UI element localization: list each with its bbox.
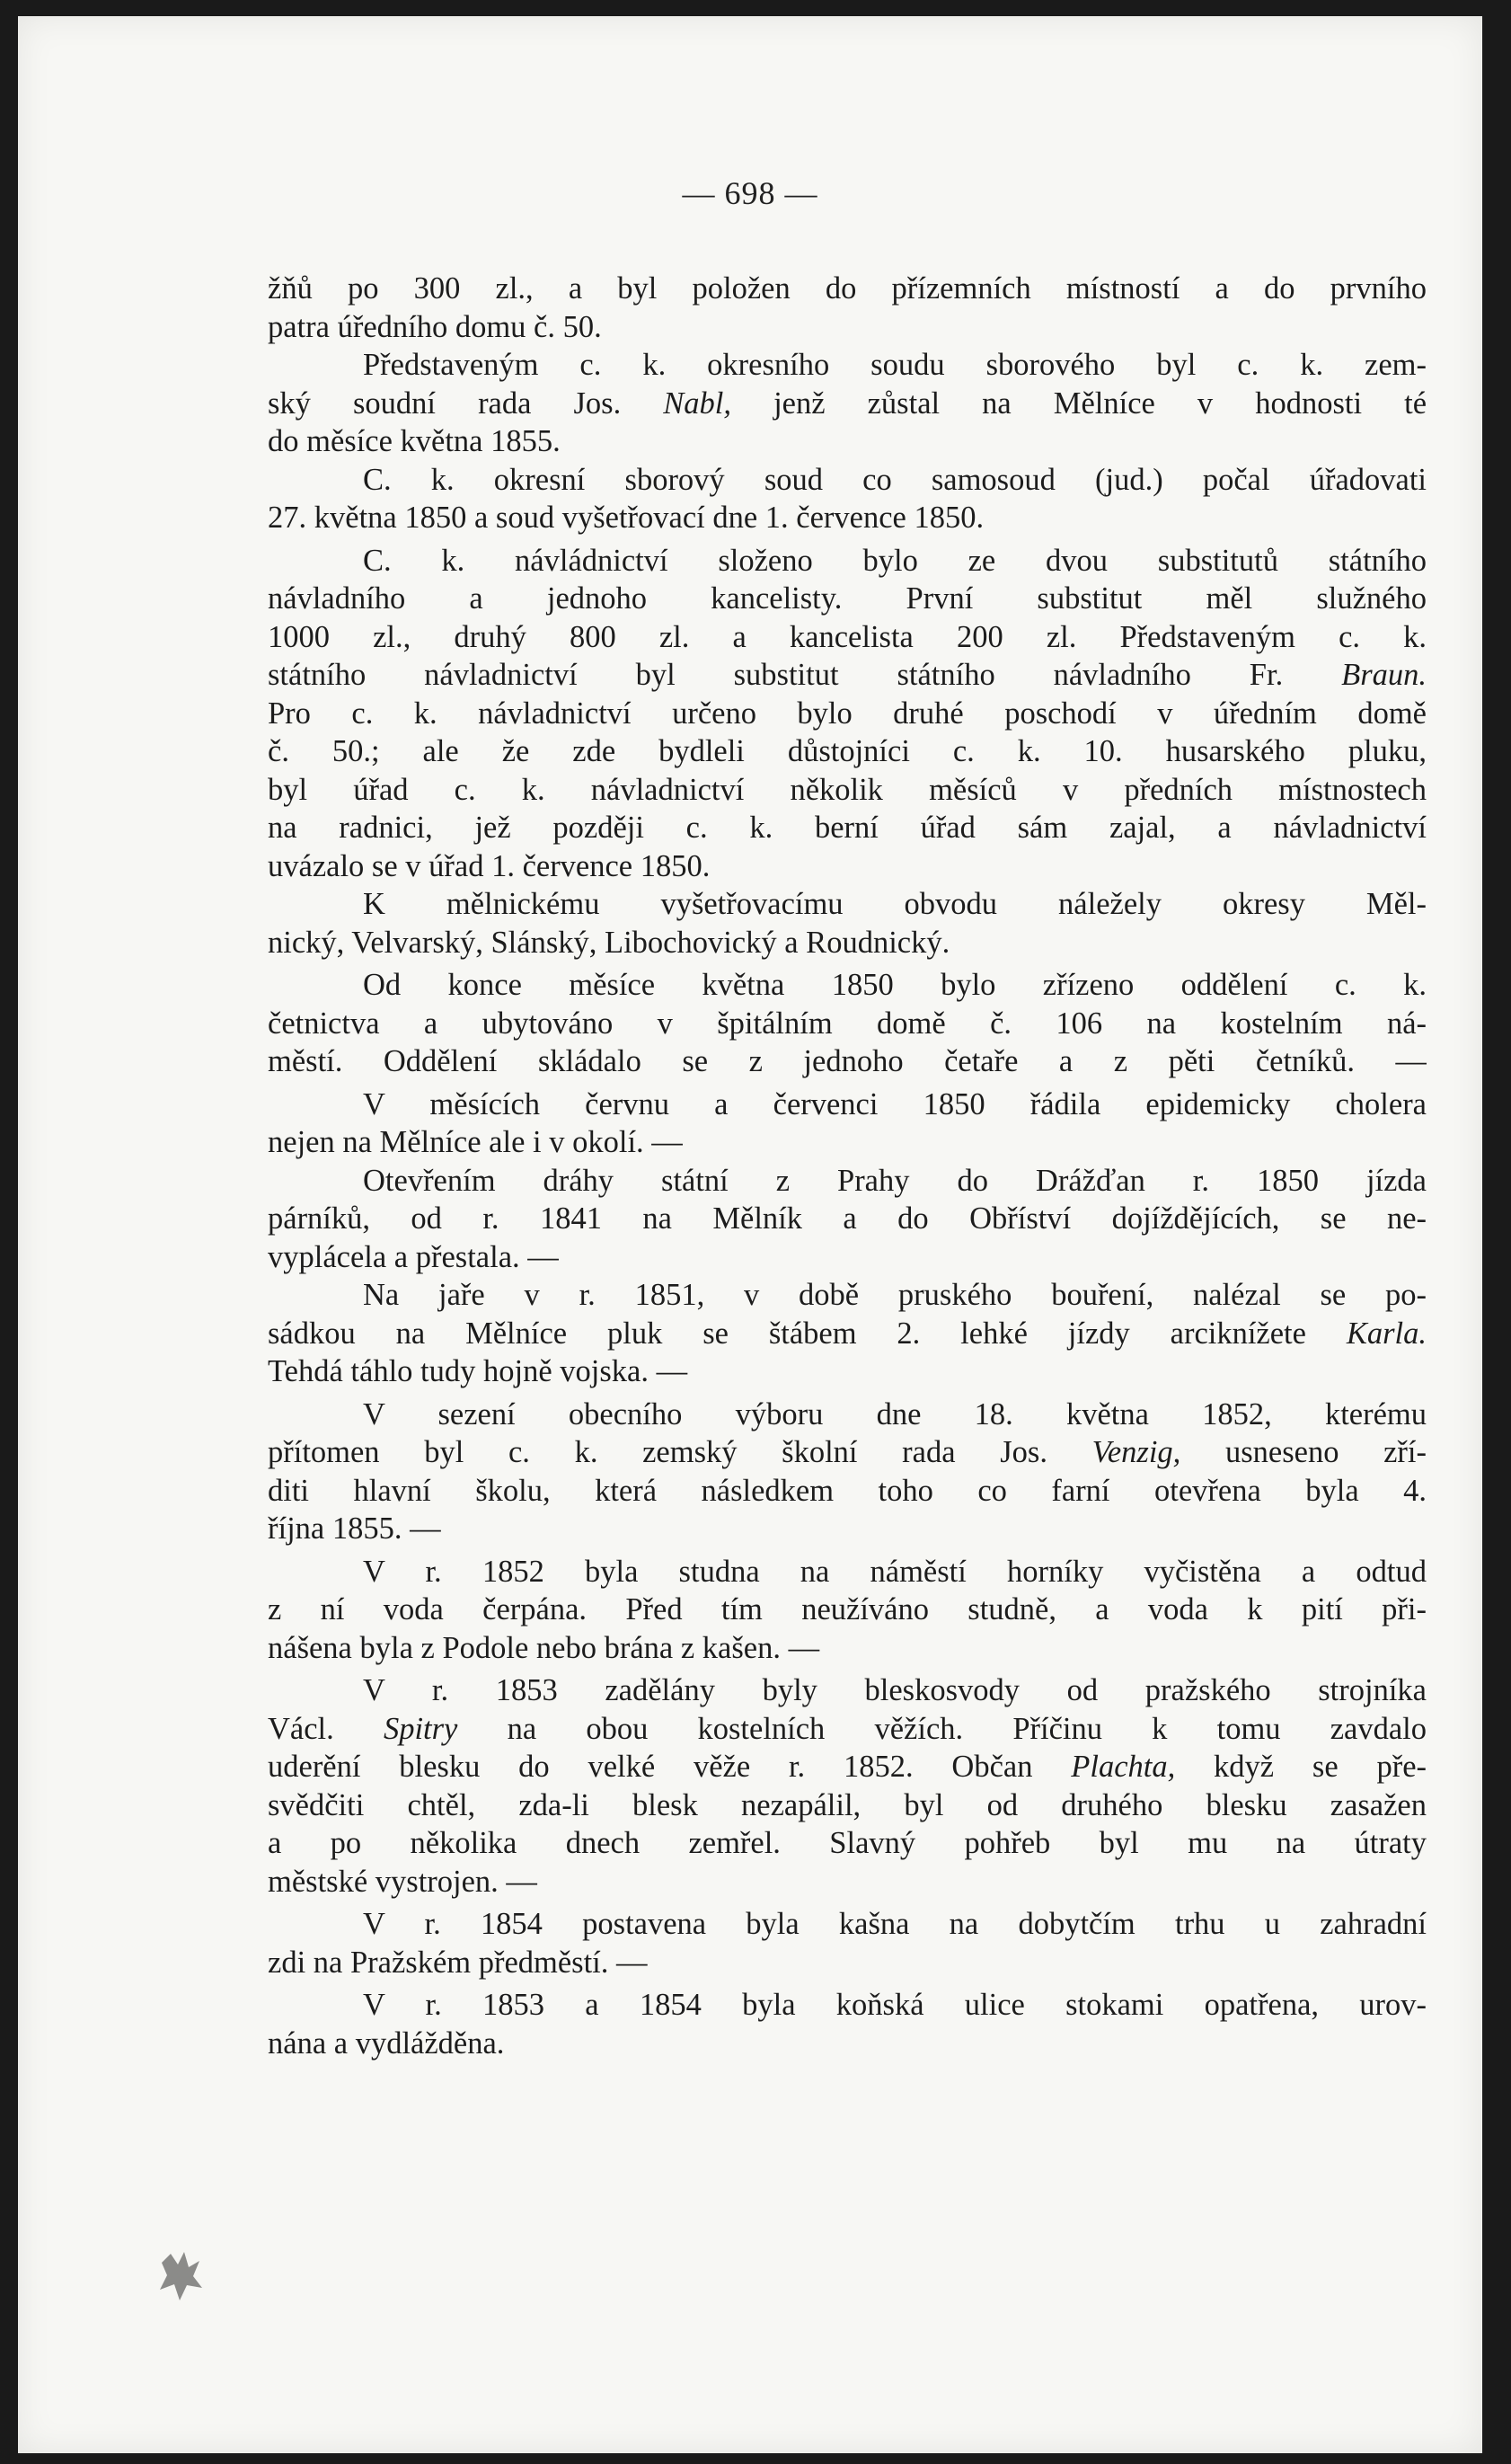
- italic-name: Nabl,: [663, 386, 732, 421]
- text-line: nášena byla z Podole nebo brána z kašen. —: [268, 1630, 820, 1665]
- text-fragment: usneseno zří-: [1180, 1435, 1427, 1469]
- text-line: byl úřad c. k. návladnictví několik měsíců v předních místnostech: [268, 772, 1427, 807]
- text-fragment: když se pře-: [1175, 1750, 1427, 1784]
- text-line: Na jaře v r. 1851, v době pruského bouření, nalézal se po-: [363, 1278, 1427, 1312]
- text-line: návladního a jednoho kancelisty. První substitut měl služného: [268, 581, 1427, 616]
- text-line: [268, 385, 1427, 423]
- text-line: patra úředního domu č. 50.: [268, 309, 602, 344]
- text-line: C. k. návládnictví složeno bylo ze dvou substitutů státního: [363, 543, 1427, 578]
- text-line: č. 50.; ale že zde bydleli důstojníci c. k. 10. husarského pluku,: [268, 734, 1427, 768]
- text-line: 27. května 1850 a soud vyšetřovací dne 1. července 1850.: [268, 501, 985, 535]
- text-line: a po několika dnech zemřel. Slavný pohřeb byl mu na útraty: [268, 1826, 1427, 1860]
- italic-name: Karla.: [1346, 1316, 1427, 1351]
- text-line: Pro c. k. návladnictví určeno bylo druhé poschodí v úředním domě: [268, 696, 1427, 731]
- text-line: K mělnickému vyšetřovacímu obvodu náležely okresy Měl-: [363, 887, 1427, 921]
- text-line: městské vystrojen. —: [268, 1864, 537, 1899]
- text-line: Představeným c. k. okresního soudu sborového byl c. k. zem-: [363, 348, 1427, 382]
- scan-smudge-mark: [153, 2245, 207, 2308]
- text-fragment: uderění blesku do velké věže r. 1852. Občan: [268, 1750, 1072, 1784]
- text-line: V sezení obecního výboru dne 18. května 1852, kterému: [363, 1396, 1427, 1431]
- text-line: [268, 656, 1427, 695]
- text-line: Tehdá táhlo tudy hojně vojska. —: [268, 1354, 688, 1388]
- text-fragment: na obou kostelních věžích. Příčinu k tomu zavdalo: [457, 1711, 1427, 1746]
- text-fragment: státního návladnictví byl substitut státního návladního Fr.: [268, 658, 1342, 692]
- text-line: uvázalo se v úřad 1. července 1850.: [268, 848, 711, 883]
- text-line: vyplácela a přestala. —: [268, 1239, 559, 1274]
- text-fragment: jenž zůstal na Mělníce v hodnosti té: [731, 386, 1427, 421]
- text-line: V r. 1853 zadělány byly bleskosvody od pražského strojníka: [363, 1673, 1427, 1707]
- text-line: [268, 1315, 1427, 1353]
- text-line: V r. 1854 postavena byla kašna na dobytčím trhu u zahradní: [363, 1907, 1427, 1941]
- text-line: žňů po 300 zl., a byl položen do přízemních místností a do prvního: [268, 271, 1427, 306]
- text-fragment: sádkou na Mělníce pluk se štábem 2. lehké jízdy arciknížete: [268, 1316, 1347, 1351]
- body-text: [268, 270, 1427, 2062]
- text-line: V měsících červnu a červenci 1850 řádila epidemicky cholera: [363, 1086, 1427, 1121]
- italic-name: Plachta,: [1071, 1750, 1176, 1784]
- text-fragment: ský soudní rada Jos.: [268, 386, 664, 421]
- text-line: z ní voda čerpána. Před tím neužíváno studně, a voda k pití při-: [268, 1592, 1427, 1626]
- text-line: nána a vydlážděna.: [268, 2025, 505, 2061]
- text-line: nický, Velvarský, Slánský, Libochovický a Roudnický.: [268, 925, 950, 960]
- text-line: do měsíce května 1855.: [268, 424, 561, 458]
- text-line: Od konce měsíce května 1850 bylo zřízeno oddělení c. k.: [363, 968, 1427, 1002]
- text-line: na radnici, jež později c. k. berní úřad sám zajal, a návladnictví: [268, 811, 1427, 845]
- text-line: svědčiti chtěl, zda-li blesk nezapálil, byl od druhého blesku zasažen: [268, 1787, 1427, 1822]
- text-line: [268, 1710, 1427, 1749]
- text-line: nejen na Mělníce ale i v okolí. —: [268, 1125, 683, 1159]
- text-line: párníků, od r. 1841 na Mělník a do Obříství dojíždějících, se ne-: [268, 1201, 1427, 1236]
- text-fragment: přítomen byl c. k. zemský školní rada Jos.: [268, 1435, 1092, 1469]
- text-line: [268, 1748, 1427, 1786]
- text-line: V r. 1852 byla studna na náměstí horníky vyčistěna a odtud: [363, 1554, 1427, 1589]
- text-line: četnictva a ubytováno v špitálním domě č. 106 na kostelním ná-: [268, 1006, 1427, 1041]
- text-line: městí. Oddělení skládalo se z jednoho četaře a z pěti četníků. —: [268, 1044, 1427, 1078]
- text-line: 1000 zl., druhý 800 zl. a kancelista 200 zl. Představeným c. k.: [268, 619, 1427, 654]
- italic-name: Venzig,: [1091, 1435, 1181, 1469]
- page-number: — 698 —: [682, 175, 818, 211]
- text-line: V r. 1853 a 1854 byla koňská ulice stokami opatřena, urov-: [363, 1988, 1427, 2022]
- text-line: Otevřením dráhy státní z Prahy do Drážďan r. 1850 jízda: [363, 1163, 1427, 1198]
- text-line: diti hlavní školu, která následkem toho co farní otevřena byla 4.: [268, 1473, 1427, 1508]
- italic-name: Braun.: [1341, 658, 1427, 692]
- scanned-page: [18, 16, 1482, 2453]
- text-line: zdi na Pražském předměstí. —: [268, 1945, 648, 1980]
- text-fragment: Václ.: [268, 1711, 384, 1746]
- text-line: [268, 1433, 1427, 1472]
- italic-name: Spitry: [383, 1711, 458, 1746]
- text-line: října 1855. —: [268, 1511, 441, 1546]
- text-line: C. k. okresní sborový soud co samosoud (jud.) počal úřadovati: [363, 462, 1427, 497]
